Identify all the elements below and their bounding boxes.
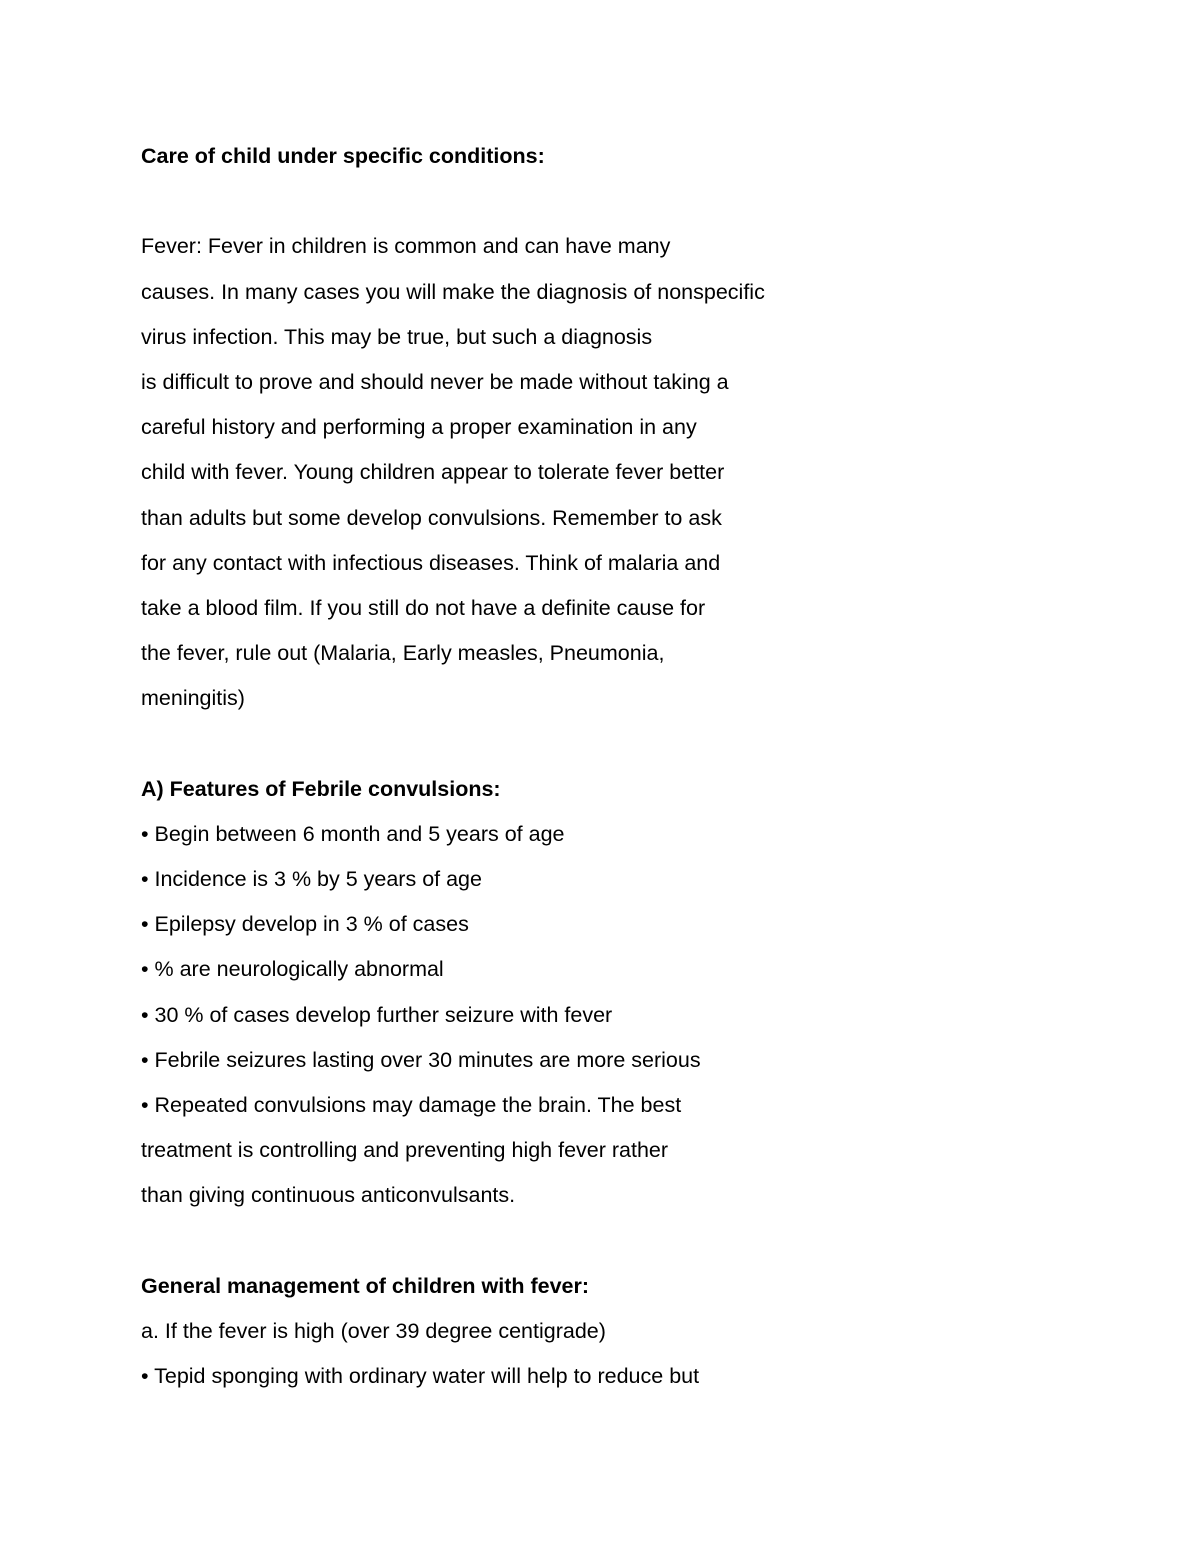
section-heading: A) Features of Febrile convulsions: [141,776,501,801]
paragraph-line: than adults but some develop convulsions. Remember to ask [141,505,722,530]
paragraph-spacer [141,179,1061,224]
list-item: • 30 % of cases develop further seizure with fever [141,1002,613,1027]
section-care-of-child [141,134,1061,721]
list-item: • Incidence is 3 % by 5 years of age [141,867,482,891]
paragraph-line: the fever, rule out (Malaria, Early measles, Pneumonia, [141,641,665,666]
paragraph-line: take a blood film. If you still do not have a definite cause for [141,595,706,620]
paragraph-line: Fever: Fever in children is common and can have many [141,234,671,259]
section-spacer [141,721,1061,766]
paragraph-line: a. If the fever is high (over 39 degree centigrade) [141,1318,606,1343]
section-heading: General management of children with fever: [141,1273,590,1298]
paragraph-line: virus infection. This may be true, but such a diagnosis [141,324,653,349]
document-body [141,134,1061,1399]
paragraph-line: meningitis) [141,686,245,711]
paragraph-line: causes. In many cases you will make the diagnosis of nonspecific [141,279,765,304]
list-item: • Febrile seizures lasting over 30 minutes are more serious [141,1047,701,1072]
section-heading: Care of child under specific conditions: [141,144,545,168]
paragraph-line: is difficult to prove and should never be made without taking a [141,369,729,394]
section-general-management [141,1264,1061,1400]
list-item: • Tepid sponging with ordinary water will help to reduce but [141,1364,700,1389]
section-febrile-convulsions [141,767,1061,1219]
list-item: • Epilepsy develop in 3 % of cases [141,912,469,937]
paragraph-line: child with fever. Young children appear to tolerate fever better [141,460,725,485]
paragraph-line: for any contact with infectious diseases. Think of malaria and [141,550,721,575]
list-item: • Begin between 6 month and 5 years of age [141,821,565,846]
paragraph-line: careful history and performing a proper examination in any [141,415,697,440]
paragraph-line: treatment is controlling and preventing high fever rather [141,1138,669,1163]
paragraph-line: than giving continuous anticonvulsants. [141,1183,516,1208]
list-item: • Repeated convulsions may damage the brain. The best [141,1092,682,1117]
section-spacer [141,1219,1061,1264]
list-item: • % are neurologically abnormal [141,957,444,982]
